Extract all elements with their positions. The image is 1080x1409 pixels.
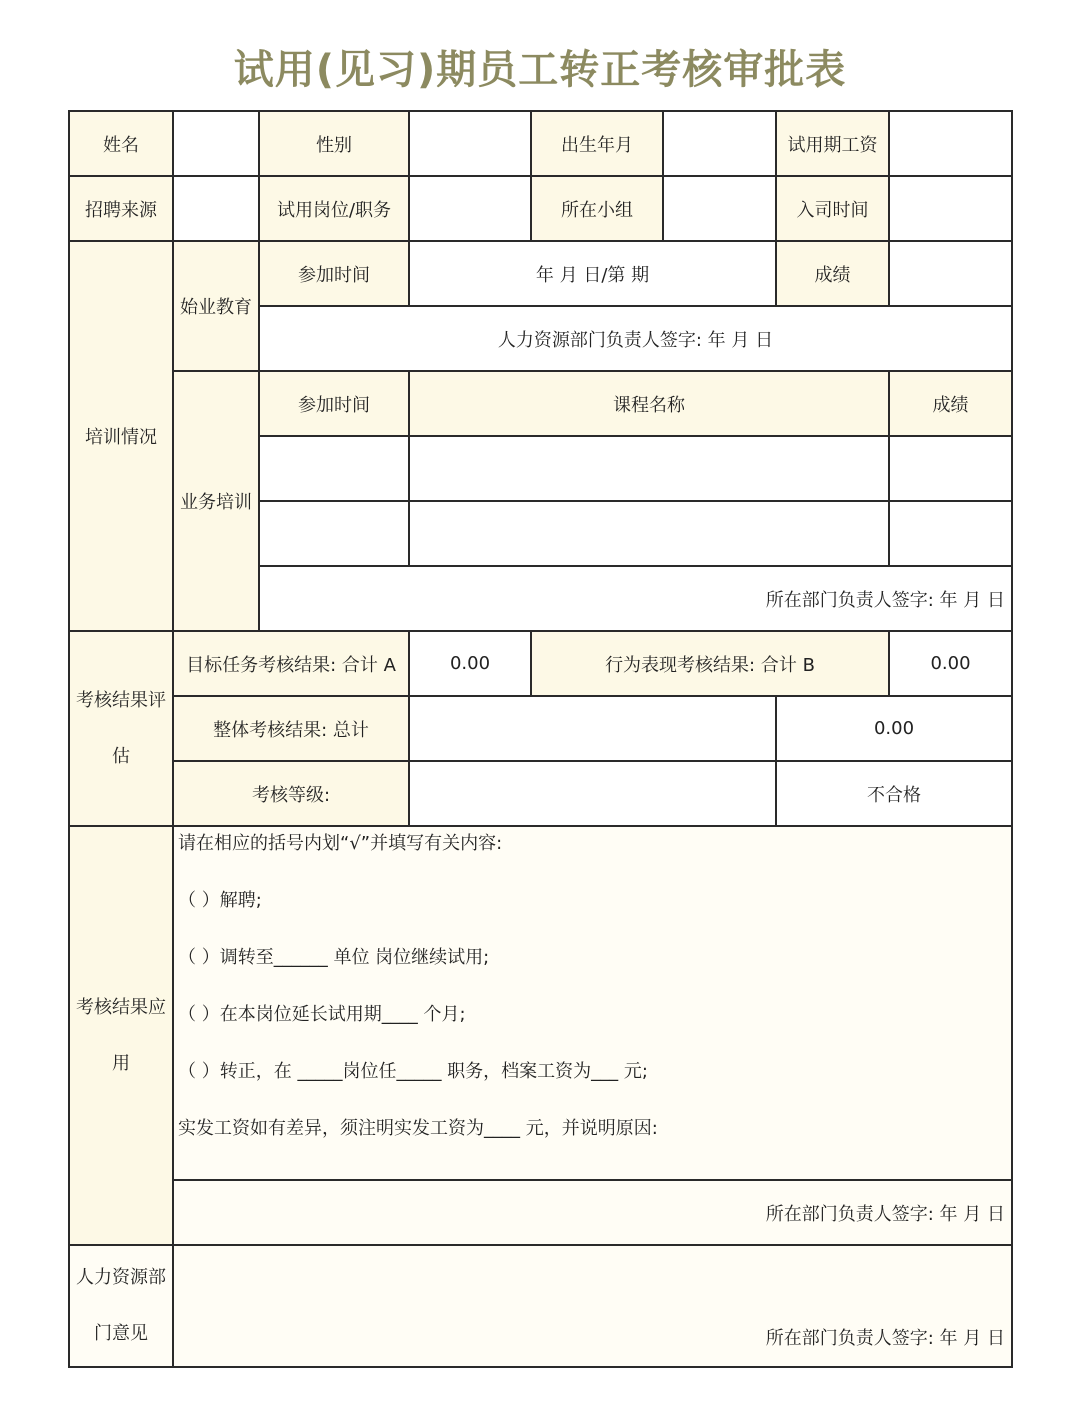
- hr-opinion-sign-line[interactable]: 所在部门负责人签字: 年 月 日: [173, 1245, 1012, 1367]
- training-section-label: 培训情况: [69, 241, 173, 631]
- business-score-field[interactable]: [889, 501, 1012, 566]
- business-score-label: 成绩: [889, 371, 1012, 436]
- induction-session-field[interactable]: 年 月 日/第 期: [409, 241, 776, 306]
- application-options[interactable]: [173, 826, 1012, 1180]
- group-label: 所在小组: [531, 176, 663, 241]
- business-course-field[interactable]: [409, 436, 889, 501]
- application-section-label: 考核结果应用: [69, 826, 173, 1245]
- target-result-value[interactable]: 0.00: [409, 631, 531, 696]
- behavior-result-value[interactable]: 0.00: [889, 631, 1012, 696]
- basic-info-row-2: [69, 176, 1012, 241]
- target-result-label: 目标任务考核结果: 合计 A: [173, 631, 409, 696]
- salary-note[interactable]: 实发工资如有差异，须注明实发工资为____ 元，并说明原因:: [178, 1118, 658, 1139]
- application-sign-line: 所在部门负责人签字: 年 月 日: [173, 1180, 1012, 1245]
- form-title: 试用(见习)期员工转正考核审批表: [233, 47, 847, 93]
- probation-salary-field[interactable]: [889, 111, 1012, 176]
- birth-field[interactable]: [663, 111, 776, 176]
- option-regularize[interactable]: （ ）转正，在 _____岗位任_____ 职务，档案工资为___ 元;: [178, 1061, 648, 1082]
- gender-field[interactable]: [409, 111, 531, 176]
- name-field[interactable]: [173, 111, 259, 176]
- business-time-field[interactable]: [259, 501, 409, 566]
- behavior-result-label: 行为表现考核结果: 合计 B: [531, 631, 889, 696]
- dept-sign-line: 所在部门负责人签字: 年 月 日: [259, 566, 1012, 631]
- recruit-source-label: 招聘来源: [69, 176, 173, 241]
- hr-opinion-label: 人力资源部门意见: [69, 1245, 173, 1367]
- application-instruction: 请在相应的括号内划“√”并填写有关内容:: [178, 833, 503, 854]
- induction-score-label: 成绩: [776, 241, 889, 306]
- join-date-field[interactable]: [889, 176, 1012, 241]
- option-dismiss[interactable]: （ ）解聘;: [178, 890, 262, 911]
- business-score-field[interactable]: [889, 436, 1012, 501]
- probation-salary-label: 试用期工资: [776, 111, 889, 176]
- name-label: 姓名: [69, 111, 173, 176]
- business-course-field[interactable]: [409, 501, 889, 566]
- hr-sign-line: 人力资源部门负责人签字: 年 月 日: [259, 306, 1012, 371]
- induction-attend-time-label: 参加时间: [259, 241, 409, 306]
- basic-info-row-1: [69, 111, 1012, 176]
- option-transfer[interactable]: （ ）调转至______ 单位 岗位继续试用;: [178, 947, 490, 968]
- option-extend[interactable]: （ ）在本岗位延长试用期____ 个月;: [178, 1004, 466, 1025]
- recruit-source-field[interactable]: [173, 176, 259, 241]
- birth-label: 出生年月: [531, 111, 663, 176]
- induction-score-field[interactable]: [889, 241, 1012, 306]
- business-training-label: 业务培训: [173, 371, 259, 631]
- approval-form-table: [68, 110, 1013, 1368]
- evaluation-section-label: 考核结果评估: [69, 631, 173, 826]
- grade-value[interactable]: 不合格: [776, 761, 1012, 826]
- business-time-field[interactable]: [259, 436, 409, 501]
- business-attend-time-label: 参加时间: [259, 371, 409, 436]
- course-name-label: 课程名称: [409, 371, 889, 436]
- position-field[interactable]: [409, 176, 531, 241]
- grade-blank[interactable]: [409, 761, 776, 826]
- gender-label: 性别: [259, 111, 409, 176]
- overall-result-blank[interactable]: [409, 696, 776, 761]
- overall-result-value[interactable]: 0.00: [776, 696, 1012, 761]
- join-date-label: 入司时间: [776, 176, 889, 241]
- induction-label: 始业教育: [173, 241, 259, 371]
- group-field[interactable]: [663, 176, 776, 241]
- position-label: 试用岗位/职务: [259, 176, 409, 241]
- grade-label: 考核等级:: [173, 761, 409, 826]
- overall-result-label: 整体考核结果: 总计: [173, 696, 409, 761]
